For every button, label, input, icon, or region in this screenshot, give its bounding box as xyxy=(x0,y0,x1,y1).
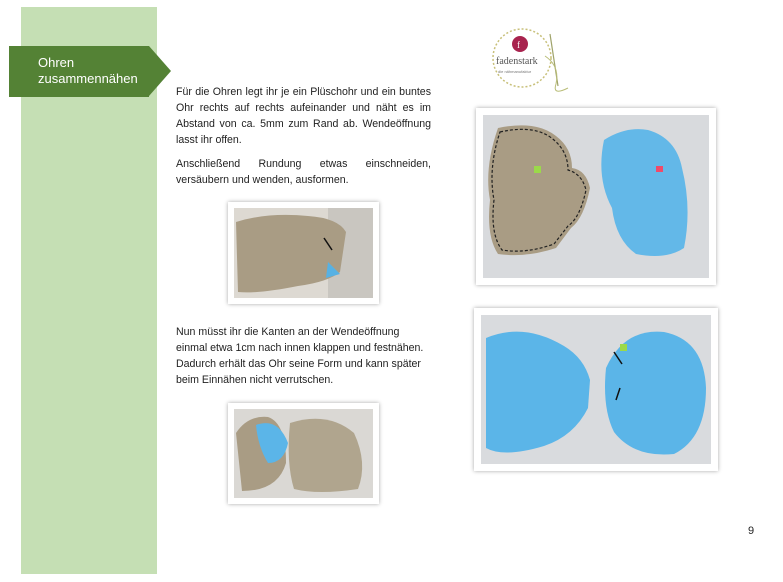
page-number: 9 xyxy=(748,525,755,537)
photo-finished-ears xyxy=(474,308,718,471)
section-title-line2: zusammennähen xyxy=(38,71,138,86)
section-title-line1: Ohren xyxy=(38,55,75,70)
svg-text:f: f xyxy=(517,40,520,50)
fadenstark-logo xyxy=(490,26,572,92)
logo-wordmark: fadenstark xyxy=(496,56,538,67)
photo-ears-right-sides-together xyxy=(476,108,716,285)
section-title xyxy=(38,55,153,87)
instruction-paragraph-2: Anschließend Rundung etwas einschneiden, versäubern und wenden, ausformen. xyxy=(176,158,431,186)
photo-ear-edges xyxy=(228,403,379,504)
instruction-paragraph-3: Nun müsst ihr die Kanten an der Wendeöffnung einmal etwa 1cm nach innen klappen und festnähen. Dadurch erhält das Ohr seine Form und kann später beim Einnähen nicht verrutschen. xyxy=(176,326,424,386)
instruction-paragraph-1: Für die Ohren legt ihr je ein Plüschohr und ein buntes Ohr rechts auf rechts aufeinander und näht es im Abstand von ca. 5mm zum Rand ab. Wendeöffnung lasst ihr offen. xyxy=(176,86,431,146)
logo-tagline: die nähmanufaktur xyxy=(498,69,532,74)
photo-plush-ear-seam xyxy=(228,202,379,304)
